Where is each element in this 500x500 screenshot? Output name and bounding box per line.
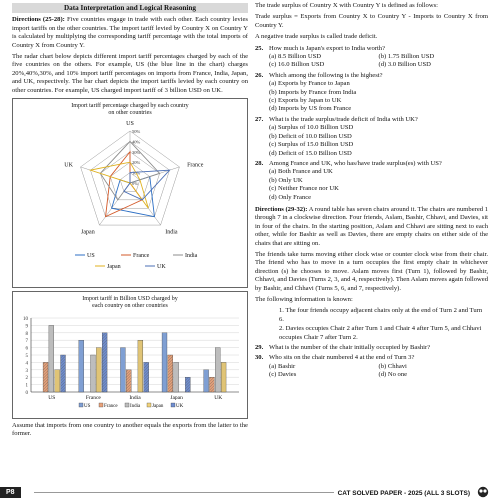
legend-label: Japan <box>152 404 164 410</box>
option-a[interactable]: (a) 8.5 Billion USD <box>269 53 322 61</box>
directions-text: A round table has seven chairs around it. The chairs are numbered 1 through 7 in a clockwise direction. Four friends, Aslam, Bashir, Chhavi, and Davies, sit in four of the chairs. In the starting position, Aslam and Chhavi are sitting next to each other, while for Bashir as well as Davies, there are empty chairs on either side of the chairs that are sitting on. <box>255 205 488 247</box>
bar-pattern <box>144 362 149 392</box>
option-d[interactable]: (d) No one <box>378 371 408 379</box>
x-tick-label: UK <box>214 395 223 402</box>
radar-description: The radar chart below depicts different import tariff percentages charged by each of the five countries on the others. For example, US (the blue line in the chart) charges 20%,40%,30%, and 10% import tariff percentages on imports from France, India, Japan, and UK, respectively. The bar chart depicts the import tariffs levied by each country on other countries. For example, US charged import tariff of 3 billion USD on UK. <box>12 53 248 94</box>
y-tick-label: 2 <box>25 376 28 382</box>
option-a[interactable]: (a) Exports by France to Japan <box>269 80 350 88</box>
legend-label: UK <box>176 404 184 410</box>
option-a[interactable]: (a) Surplus of 10.0 Billion USD <box>269 124 354 132</box>
legend-swatch <box>125 403 129 407</box>
bar-plot <box>13 312 247 416</box>
option-a[interactable]: (a) Both France and UK <box>269 168 333 176</box>
option-c[interactable]: (c) Surplus of 15.0 Billion USD <box>269 141 354 149</box>
bar-pattern <box>55 370 60 392</box>
bar-title-line2: each country on other countries <box>92 303 168 310</box>
option-d[interactable]: (d) Deficit of 15.0 Billion USD <box>269 149 352 157</box>
legend-label: India <box>130 404 141 410</box>
directions-25-28 <box>12 16 248 50</box>
q-number: 30. <box>255 354 264 362</box>
y-tick-label: 6 <box>25 346 28 352</box>
option-d[interactable]: (d) 3.0 Billion USD <box>378 61 431 69</box>
right-column <box>255 0 488 380</box>
bar-india-us <box>49 325 54 392</box>
assumption-text: Assume that imports from one country to another equals the exports from the latter to the former. <box>12 422 248 438</box>
bar-india-uk <box>215 348 220 392</box>
bar-pattern <box>185 377 190 392</box>
option-c[interactable]: (c) 16.0 Billion USD <box>269 61 325 69</box>
q-text: What is the trade surplus/trade deficit of India with UK? <box>269 115 418 123</box>
bar-pattern <box>61 355 66 392</box>
bar-pattern <box>138 340 143 392</box>
radar-axis-label: UK <box>64 162 73 169</box>
question-26 <box>255 72 488 80</box>
page-number: P8 <box>0 487 21 498</box>
radar-chart <box>12 98 248 288</box>
question-27 <box>255 116 488 124</box>
legend-swatch <box>147 403 151 407</box>
radar-ring-label: 10% <box>132 170 141 176</box>
bar-pattern <box>168 355 173 392</box>
q-number: 28. <box>255 159 264 167</box>
y-tick-label: 9 <box>25 324 28 330</box>
intro-formula: Trade surplus = Exports from Country X to Country Y - Imports to Country X from Country Y. <box>255 13 488 29</box>
y-tick-label: 5 <box>25 354 28 360</box>
y-tick-label: 7 <box>25 339 28 345</box>
radar-plot <box>13 121 247 281</box>
directions-29-32 <box>255 206 488 248</box>
bar-pattern <box>221 362 226 392</box>
bar-us-france <box>79 340 84 392</box>
question-30 <box>255 354 488 362</box>
radar-axis-label: US <box>126 121 134 128</box>
bar-chart <box>12 291 248 419</box>
directions-head: Directions (29-32): <box>255 205 308 213</box>
y-tick-label: 3 <box>25 368 28 374</box>
footer-title: CAT SOLVED PAPER - 2025 (ALL 3 SLOTS) <box>334 490 470 497</box>
directions-head: Directions (25-28): <box>12 16 65 24</box>
option-b[interactable]: (b) 1.75 Billion USD <box>378 53 435 61</box>
x-tick-label: France <box>85 395 101 402</box>
q-text: What is the number of the chair initially occupied by Bashir? <box>269 344 431 352</box>
brand-logo-icon <box>476 486 490 498</box>
legend-label: India <box>185 253 198 260</box>
bar-pattern <box>209 377 214 392</box>
bar-title <box>13 292 247 310</box>
legend-label: UK <box>157 264 166 271</box>
option-b[interactable]: (b) Deficit of 10.0 Billion USD <box>269 132 352 140</box>
directions-known: The following information is known: <box>255 296 353 303</box>
q-number: 29. <box>255 344 264 352</box>
option-c[interactable]: (c) Davies <box>269 371 297 379</box>
option-c[interactable]: (c) Exports by Japan to UK <box>269 97 342 105</box>
intro-deficit: A negative trade surplus is called trade deficit. <box>255 33 378 41</box>
bar-india-japan <box>174 362 179 392</box>
question-28 <box>255 160 488 168</box>
radar-axis-label: France <box>187 162 204 169</box>
radar-ring-label: 50% <box>132 129 141 135</box>
q-text: Which among the following is the highest? <box>269 71 383 79</box>
radar-title-line1: Import tariff percentage charged by each country <box>71 103 189 110</box>
option-d[interactable]: (d) Imports by US from France <box>269 105 352 113</box>
y-tick-label: 0 <box>25 391 28 397</box>
bar-india-france <box>90 355 95 392</box>
legend-swatch <box>79 403 83 407</box>
bar-us-uk <box>204 370 209 392</box>
option-b[interactable]: (b) Chhavi <box>378 362 407 370</box>
q-text: Among France and UK, who has/have trade surplus(es) with US? <box>269 159 442 167</box>
directions-text: Five countries engage in trade with each other. Each country levies import tariffs on the other countries. The import tariff levied by Country X on Country Y is calculated by multiplying the corresponding tariff percentage with the total imports of Country X from Country Y. <box>12 16 248 49</box>
bar-pattern <box>102 333 107 392</box>
legend-label: France <box>104 404 118 410</box>
radar-ring-label: 30% <box>132 149 141 155</box>
question-29 <box>255 344 488 352</box>
radar-ring-label: 0% <box>132 181 138 187</box>
radar-title-line2: on other countries <box>108 110 152 117</box>
option-c[interactable]: (c) Neither France nor UK <box>269 185 339 193</box>
q-number: 26. <box>255 71 264 79</box>
radar-title <box>13 99 247 117</box>
q-number: 25. <box>255 44 264 52</box>
q25-options <box>255 53 488 70</box>
q-number: 27. <box>255 115 264 123</box>
bar-pattern <box>43 362 48 392</box>
legend-swatch <box>99 403 103 407</box>
q-text: How much is Japan's export to India worth? <box>269 44 386 52</box>
question-25 <box>255 45 488 53</box>
legend-swatch <box>171 403 175 407</box>
q-text: Who sits on the chair numbered 4 at the end of Turn 3? <box>269 354 415 362</box>
radar-ring-label: 20% <box>132 160 141 166</box>
legend-label: US <box>87 253 95 260</box>
page-footer <box>0 486 500 500</box>
radar-ring-label: 40% <box>132 139 141 145</box>
intro-trade-surplus: The trade surplus of Country X with Country Y is defined as follows: <box>255 2 439 9</box>
y-tick-label: 4 <box>25 361 28 367</box>
option-b[interactable]: (b) Imports by France from India <box>269 88 357 96</box>
legend-label: Japan <box>107 264 121 271</box>
bar-us-japan <box>162 333 167 392</box>
y-tick-label: 8 <box>25 331 28 337</box>
option-b[interactable]: (b) Only UK <box>269 176 303 184</box>
x-tick-label: Japan <box>170 395 183 402</box>
left-column <box>12 0 248 442</box>
section-title: Data Interpretation and Logical Reasoning <box>12 3 248 13</box>
legend-label: France <box>133 253 150 260</box>
y-tick-label: 10 <box>23 317 28 323</box>
info-item-1: 1. The four friends occupy adjacent chairs only at the end of Turn 2 and Turn 6. <box>279 307 483 323</box>
option-d[interactable]: (d) Only France <box>269 193 312 201</box>
option-a[interactable]: (a) Bashir <box>269 362 296 370</box>
info-item-2: 2. Davies occupies Chair 2 after Turn 1 and Chair 4 after Turn 5, and Chhavi occupies Chair 7 after Turn 2. <box>279 325 482 341</box>
q30-options <box>255 363 488 380</box>
y-tick-label: 1 <box>25 383 28 389</box>
info-list <box>255 307 488 342</box>
bar-pattern <box>96 348 101 392</box>
bar-us-india <box>120 348 125 392</box>
radar-axis-label: Japan <box>81 229 95 236</box>
radar-axis-label: India <box>165 229 178 236</box>
legend-label: US <box>84 404 91 410</box>
bar-title-line1: Import tariff in Billion USD charged by <box>82 296 178 303</box>
x-tick-label: India <box>129 395 141 402</box>
x-tick-label: US <box>48 395 56 402</box>
directions-turns: The friends take turns moving either clock wise or counter clock wise from their chair. The friend who has to move in a turn occupies the first empty chair in whichever direction (s) he chooses to move. Aslam moves first (Turn 1), followed by Bashir, Chhavi, and Davies (Turns 2, 3, and 4, respectively). Then Aslam moves again followed by Bashir, and Chhavi (Turns 5, 6, and 7, respectively). <box>255 250 488 292</box>
bar-pattern <box>126 370 131 392</box>
